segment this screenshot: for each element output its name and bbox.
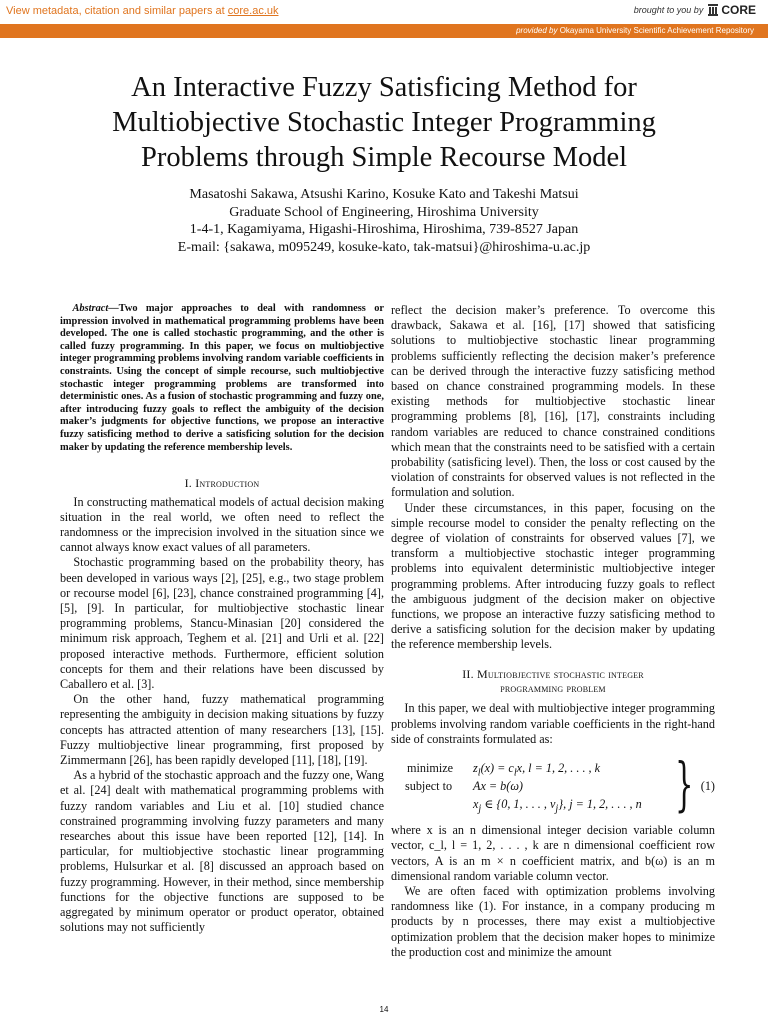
paragraph: Under these circumstances, in this paper, focusing on the simple recourse model to consider the penalty reflecting on the degree of violation of constraints for observed values [7], we transform a multiobjective stochastic integer programming problems into equivalent deterministic multiobjective integer programming problems. After introducing fuzzy goals to reflect the ambiguous judgment of the decision maker on objective functions, we propose an interactive fuzzy satisficing method to derive a satisficing solution for the decision maker by updating the reference membership levels. <box>391 500 715 652</box>
page-number: 14 <box>379 1005 389 1014</box>
core-logo-icon <box>707 3 719 17</box>
email-line: E-mail: {sakawa, m095249, kosuke-kato, tak-matsui}@hiroshima-u.ac.jp <box>177 239 591 255</box>
equation-1 <box>391 750 715 819</box>
paragraph: On the other hand, fuzzy mathematical programming representing the ambiguity in decision making situations by fuzzy concepts has attracted attention of many researchers [13], [15]. Fuzzy multiobjective linear programming, first proposed by Zimmermann [26], has been rapidly developed [11], [18], [19]. <box>60 692 384 767</box>
eq-obj-rhs-sub: l <box>513 767 517 779</box>
abstract-text: —Two major approaches to deal with randomness or impression involved in mathematical programming problems have been developed. The one is called stochastic programming, and the other is called fuzzy programming. In this paper, we focus on multiobjective integer programming problems involving random variable coefficients in constraints. Using the concept of simple recourse, such multiobjective stochastic integer programming problems are transformed into deterministic ones. As a fusion of stochastic programming and fuzzy one, after introducing fuzzy goals to reflect the ambiguity of the decision maker’s judgments for objective functions, we propose an interactive fuzzy satisficing method to derive a satisficing solution for the decision maker by updating the reference membership levels. <box>60 303 384 453</box>
section-heading-introduction: I. Introduction <box>184 476 260 491</box>
paragraph: As a hybrid of the stochastic approach and the fuzzy one, Wang et al. [24] dealt with mathematical programming problems with fuzzy random variables and Liu et al. [10] studied chance constrained programming involving fuzzy parameters and many researches about this issue have been reported [12], [14]. In particular, for multiobjective stochastic linear programming problems, Hulsurkar et al. [8] discussed an approach based on fuzzy programming. However, in their method, since membership functions for the objective functions are supposed to be aggregated by minimum operator or product operator, obtained solutions may not sufficiently <box>60 768 384 935</box>
address-line: 1-4-1, Kagamiyama, Higashi-Hiroshima, Hiroshima, 739-8527 Japan <box>189 222 579 237</box>
paragraph: Stochastic programming based on the probability theory, has been developed in various ways [2], [25], e.g., two stage problem or recourse model [6], [23], chance constrained programming [4], [5], [9]. In particular, for multiobjective stochastic linear programming problems, Stancu-Minasian [20] considered the minimum risk approach, Teghem et al. [21] and Urli et al. [22] proposed interactive methods. Furthermore, efficient solution concepts for them and their relations have been discussed by Caballero et al. [3]. <box>60 555 384 691</box>
eq-dom-x: x <box>473 797 479 812</box>
core-ac-uk-link[interactable]: core.ac.uk <box>227 5 279 17</box>
section-heading-line: programming problem <box>500 681 606 696</box>
provided-by-bar <box>0 24 768 38</box>
eq-dom-tail: ∈ {0, 1, . . . , ν <box>481 797 556 812</box>
brought-to-you-label: brought to you by <box>633 5 704 15</box>
core-logo[interactable] <box>707 3 756 17</box>
right-column <box>391 303 715 960</box>
provided-by-text <box>516 26 754 35</box>
provided-by-source: Okayama University Scientific Achievement Repository <box>557 26 754 35</box>
title-line: Multiobjective Stochastic Integer Programming <box>112 107 656 138</box>
section-heading-line: II. Multiobjective stochastic integer <box>462 666 644 681</box>
eq-objective <box>473 761 600 781</box>
authors-line: Masatoshi Sakawa, Atsushi Karino, Kosuke Kato and Takeshi Matsui <box>189 187 579 202</box>
eq-domain <box>473 797 642 817</box>
eq-constraint: Ax = b(ω) <box>473 779 523 794</box>
paper-title <box>40 70 728 175</box>
eq-obj-tail: x, l = 1, 2, . . . , k <box>516 761 601 776</box>
core-banner <box>0 0 768 24</box>
affiliation-line: Graduate School of Engineering, Hiroshima University <box>229 204 539 220</box>
eq-subject-to-label: subject to <box>405 779 453 794</box>
provided-by-prefix: provided by <box>516 26 558 35</box>
abstract-label: Abstract <box>72 303 109 314</box>
author-block <box>40 186 728 256</box>
eq-minimize-label: minimize <box>407 761 454 776</box>
eq-dom-sub: j <box>478 803 482 815</box>
eq-number: (1) <box>700 779 715 794</box>
paragraph: We are often faced with optimization problems involving randomness like (1). For instance, in a company producing m products by n processes, there may exist a multiobjective optimization problem that the decision maker hopes to minimize the production cost and minimize the amount <box>391 883 715 959</box>
title-line: An Interactive Fuzzy Satisficing Method for <box>131 72 637 103</box>
eq-dom-tail2: }, j = 1, 2, . . . , n <box>558 797 642 812</box>
core-metadata-link-text <box>6 5 279 17</box>
paragraph: In constructing mathematical models of actual decision making situation in the real world, we often need to reflect the randomness or the imprecision involved in the situation since we cannot always know exact values of all parameters. <box>60 494 384 555</box>
eq-obj-z: z <box>473 761 478 776</box>
eq-obj-rhs: (x) = c <box>480 761 514 776</box>
eq-dom-nu-sub: j <box>555 803 559 815</box>
core-logo-text: CORE <box>721 3 756 17</box>
paragraph: In this paper, we deal with multiobjective integer programming problems involving random variable coefficients in the right-hand side of constraints formulated as: <box>391 701 715 746</box>
core-brand <box>634 3 756 17</box>
eq-obj-sub: l <box>477 767 481 779</box>
section-heading-multiobjective <box>391 667 715 696</box>
title-line: Problems through Simple Recourse Model <box>140 142 628 173</box>
paragraph: where x is an n dimensional integer decision variable column vector, c_l, l = 1, 2, . . . , k are n dimensional coefficient row vectors, A is an m × n coefficient matrix, and b(ω) is an m dimensional random variable column vector. <box>391 823 715 883</box>
eq-right-brace: } <box>675 750 694 819</box>
paragraph: reflect the decision maker’s preference. To overcome this drawback, Sakawa et al. [16], [17] showed that satisficing solutions to multiobjective stochastic linear programming problems sufficiently reflecting the decision maker’s preference can be derived through the interactive fuzzy satisficing method based on chance constrained programming models. In these existing methods for multiobjective stochastic linear programming problems [8], [16], [17], constraints including random variables are reduced to chance constrained conditions which mean that the constraints need to be satisfied with a certain probability (satisficing level). Then, the loss or cost caused by the violation of constraints for observed values is not reflected in the formulation and solution. <box>391 303 715 500</box>
left-column <box>60 303 384 935</box>
core-metadata-label: View metadata, citation and similar papers at <box>6 5 228 17</box>
abstract <box>60 303 384 454</box>
